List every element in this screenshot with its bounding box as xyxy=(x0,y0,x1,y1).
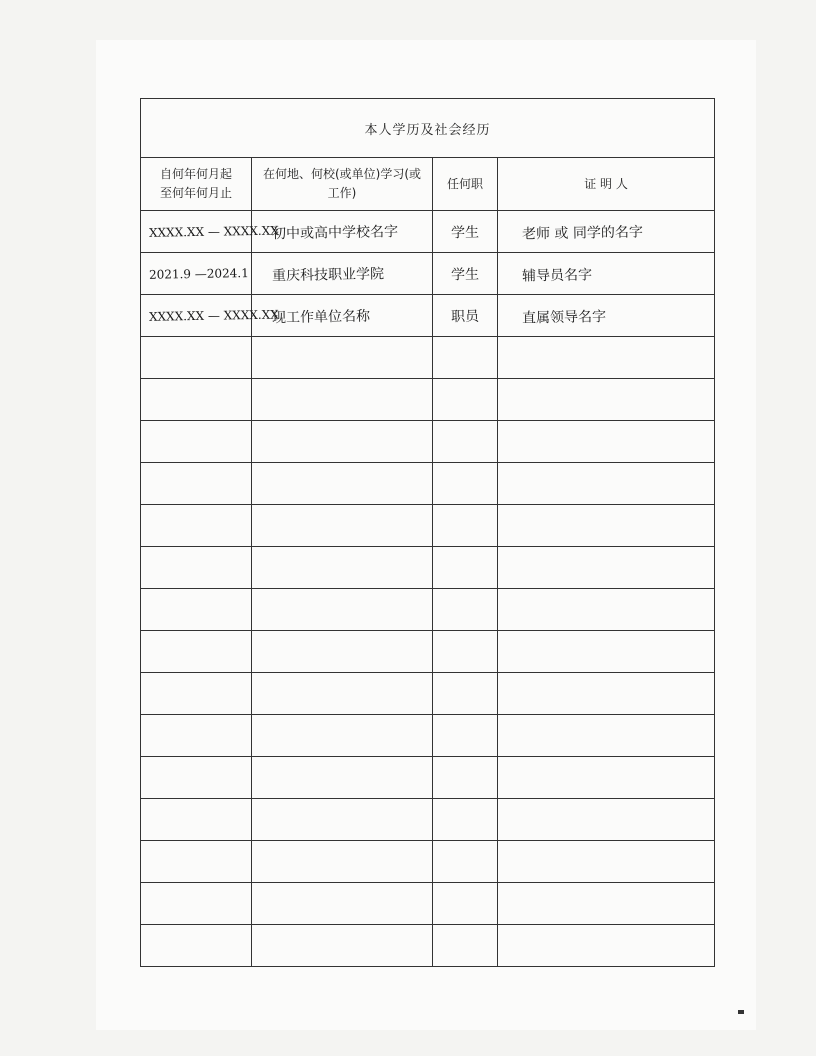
cell-position-text: 职员 xyxy=(450,308,480,325)
cell-place xyxy=(252,757,433,799)
cell-period xyxy=(141,589,252,631)
header-place-line1: 在何地、何校(或单位)学习(或 xyxy=(262,167,422,181)
table-row xyxy=(141,547,715,589)
cell-place xyxy=(252,505,433,547)
cell-period xyxy=(141,715,252,757)
cell-place-text xyxy=(252,860,432,863)
cell-period xyxy=(141,631,252,673)
cell-period-text xyxy=(141,525,251,527)
cell-period-text xyxy=(141,819,251,821)
header-period-line2: 至何年何月止 xyxy=(159,186,232,200)
cell-place xyxy=(252,589,433,631)
cell-period-text xyxy=(141,357,251,359)
cell-witness-text xyxy=(498,902,714,906)
cell-witness xyxy=(498,547,715,589)
table-row xyxy=(141,925,715,967)
cell-position-text xyxy=(433,525,497,526)
cell-period xyxy=(141,841,252,883)
cell-position-text xyxy=(433,651,497,652)
cell-witness xyxy=(498,589,715,631)
cell-period xyxy=(141,925,252,967)
cell-witness-text xyxy=(498,944,714,948)
table-row xyxy=(141,463,715,505)
cell-period xyxy=(141,757,252,799)
cell-position xyxy=(433,925,498,967)
table-row xyxy=(141,295,715,337)
cell-place xyxy=(252,841,433,883)
header-period xyxy=(141,158,252,211)
cell-place-text xyxy=(252,818,432,821)
cell-place-text xyxy=(252,944,432,947)
cell-period xyxy=(141,379,252,421)
cell-place xyxy=(252,295,433,337)
cell-position xyxy=(433,337,498,379)
cell-place-text xyxy=(252,398,432,401)
cell-place-text: 重庆科技职业学院 xyxy=(271,265,385,284)
cell-position-text xyxy=(433,399,497,400)
cell-place-text xyxy=(252,566,432,569)
cell-period-text xyxy=(141,441,251,443)
cell-position-text: 学生 xyxy=(450,266,480,283)
cell-period xyxy=(141,337,252,379)
cell-place xyxy=(252,547,433,589)
scan-artifact xyxy=(738,1010,744,1014)
cell-period xyxy=(141,295,279,337)
table-row xyxy=(141,631,715,673)
header-period-line1: 自何年何月起 xyxy=(159,167,232,181)
cell-position-text xyxy=(433,357,497,358)
cell-position xyxy=(433,883,498,925)
table-row xyxy=(141,421,715,463)
cell-position-text xyxy=(433,945,497,946)
cell-witness xyxy=(498,883,715,925)
cell-place xyxy=(252,421,433,463)
cell-period-text: XXXX.XX — XXXX.XX xyxy=(148,307,279,324)
cell-position xyxy=(433,295,498,337)
cell-place xyxy=(252,631,433,673)
cell-period-text xyxy=(141,903,251,905)
table-row xyxy=(141,505,715,547)
cell-witness-text xyxy=(498,860,714,864)
cell-witness-text xyxy=(498,566,714,570)
cell-period-text xyxy=(141,693,251,695)
cell-position xyxy=(433,253,498,295)
cell-witness-text xyxy=(498,818,714,822)
table-row xyxy=(141,883,715,925)
cell-position xyxy=(433,211,498,253)
cell-place-text: 现工作单位名称 xyxy=(271,308,371,326)
cell-witness-text xyxy=(498,692,714,696)
cell-witness xyxy=(498,799,715,841)
cell-place xyxy=(252,211,433,253)
cell-place xyxy=(252,925,433,967)
cell-place-text xyxy=(252,650,432,653)
cell-place xyxy=(252,715,433,757)
cell-witness xyxy=(498,337,715,379)
cell-period-text: XXXX.XX — XXXX.XX xyxy=(148,223,279,240)
cell-witness-text: 直属领导名字 xyxy=(521,308,607,326)
cell-witness-text xyxy=(498,734,714,738)
cell-place-text xyxy=(252,608,432,611)
cell-witness xyxy=(498,211,715,253)
cell-period-text xyxy=(141,945,251,947)
table-row xyxy=(141,337,715,379)
cell-period xyxy=(141,463,252,505)
cell-position-text xyxy=(433,567,497,568)
cell-witness-text: 老师 或 同学的名字 xyxy=(521,223,644,242)
cell-witness-text xyxy=(498,482,714,486)
cell-place xyxy=(252,463,433,505)
cell-witness xyxy=(498,253,715,295)
cell-period xyxy=(141,799,252,841)
cell-witness-text xyxy=(498,356,714,360)
cell-position xyxy=(433,757,498,799)
header-position: 任何职 xyxy=(433,158,498,211)
cell-position-text xyxy=(433,693,497,694)
cell-witness xyxy=(498,757,715,799)
cell-position-text: 学生 xyxy=(450,224,480,241)
table-row xyxy=(141,589,715,631)
cell-period-text xyxy=(141,861,251,863)
cell-period xyxy=(141,883,252,925)
cell-witness xyxy=(498,295,715,337)
cell-witness xyxy=(498,421,715,463)
cell-position xyxy=(433,379,498,421)
cell-position xyxy=(433,673,498,715)
form-title: 本人学历及社会经历 xyxy=(141,99,715,158)
cell-period-text xyxy=(141,651,251,653)
cell-period-text xyxy=(141,399,251,401)
cell-period xyxy=(141,673,252,715)
cell-place-text xyxy=(252,734,432,737)
cell-period-text xyxy=(141,609,251,611)
education-history-table xyxy=(140,98,715,967)
table-row xyxy=(141,799,715,841)
cell-position xyxy=(433,547,498,589)
cell-witness-text xyxy=(498,608,714,612)
cell-place xyxy=(252,673,433,715)
cell-position xyxy=(433,799,498,841)
header-place-line2: 工作) xyxy=(327,186,357,200)
cell-position xyxy=(433,421,498,463)
cell-place-text: 初中或高中学校名字 xyxy=(271,223,399,242)
cell-witness xyxy=(498,631,715,673)
cell-period xyxy=(141,547,252,589)
cell-position-text xyxy=(433,735,497,736)
cell-period xyxy=(141,421,252,463)
header-witness: 证 明 人 xyxy=(498,158,715,211)
cell-position-text xyxy=(433,861,497,862)
table-row xyxy=(141,757,715,799)
cell-period xyxy=(141,253,252,295)
cell-period-text xyxy=(141,483,251,485)
cell-position-text xyxy=(433,819,497,820)
cell-place xyxy=(252,337,433,379)
cell-witness xyxy=(498,673,715,715)
cell-position xyxy=(433,589,498,631)
cell-position xyxy=(433,841,498,883)
cell-period-text xyxy=(141,735,251,737)
header-place xyxy=(252,158,433,211)
cell-witness xyxy=(498,841,715,883)
cell-position xyxy=(433,631,498,673)
table-row xyxy=(141,379,715,421)
cell-place-text xyxy=(252,692,432,695)
cell-witness-text xyxy=(498,398,714,402)
cell-place xyxy=(252,799,433,841)
cell-place-text xyxy=(252,524,432,527)
cell-position-text xyxy=(433,903,497,904)
cell-position xyxy=(433,715,498,757)
cell-position-text xyxy=(433,609,497,610)
cell-place-text xyxy=(252,902,432,905)
table-row xyxy=(141,253,715,295)
table-body xyxy=(141,211,715,967)
cell-position-text xyxy=(433,441,497,442)
table-row xyxy=(141,841,715,883)
cell-witness xyxy=(498,463,715,505)
cell-witness-text xyxy=(498,776,714,780)
table-row xyxy=(141,211,715,253)
cell-place-text xyxy=(252,356,432,359)
cell-place-text xyxy=(252,482,432,485)
cell-witness-text xyxy=(498,524,714,528)
cell-place xyxy=(252,253,433,295)
cell-period-text xyxy=(141,567,251,569)
cell-witness-text xyxy=(498,440,714,444)
table-row xyxy=(141,673,715,715)
cell-period-text xyxy=(141,777,251,779)
cell-witness-text xyxy=(498,650,714,654)
cell-period xyxy=(141,211,279,253)
cell-position xyxy=(433,505,498,547)
cell-witness-text: 辅导员名字 xyxy=(521,266,593,284)
cell-place xyxy=(252,883,433,925)
cell-witness xyxy=(498,379,715,421)
cell-period xyxy=(141,505,252,547)
cell-place-text xyxy=(252,440,432,443)
cell-period-text: 2021.9 —2024.1 xyxy=(148,265,249,282)
cell-position-text xyxy=(433,483,497,484)
table-row xyxy=(141,715,715,757)
cell-witness xyxy=(498,505,715,547)
cell-place xyxy=(252,379,433,421)
cell-witness xyxy=(498,715,715,757)
cell-position xyxy=(433,463,498,505)
cell-position-text xyxy=(433,777,497,778)
cell-place-text xyxy=(252,776,432,779)
cell-witness xyxy=(498,925,715,967)
